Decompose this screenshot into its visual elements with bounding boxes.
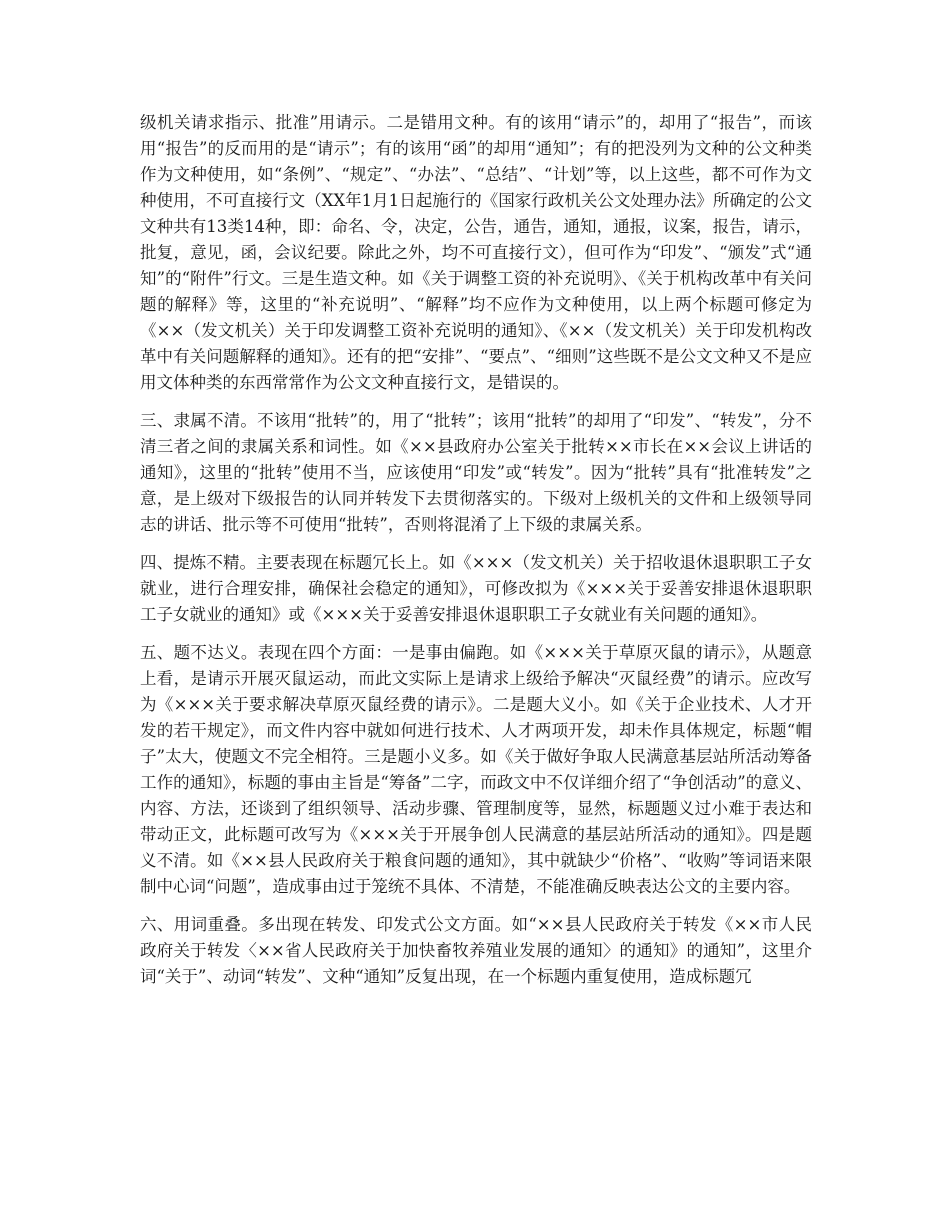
- paragraph-title-mismatch: 五、题不达义。表现在四个方面：一是事由偏跑。如《×××关于草原灭鼠的请示》，从题意上看，是请示开展灭鼠运动，而此文实际上是请求上级给予解决“灭鼠经费”的请示。应改写为《×××关于要求解决草原灭鼠经费的请示》。二是题大义小。如《关于企业技术、人才开发的若干规定》，而文件内容中就如何进行技术、人才两项开发，却未作具体规定，标题“帽子”太大，使题文不完全相符。三是题小义多。如《关于做好争取人民满意基层站所活动筹备工作的通知》，标题的事由主旨是“筹备”二字，而政文中不仅详细介绍了“争创活动”的意义、内容、方法，还谈到了组织领导、活动步骤、管理制度等，显然，标题题义过小难于表达和带动正文，此标题可改写为《×××关于开展争创人民满意的基层站所活动的通知》。四是题义不清。如《××县人民政府关于粮食问题的通知》，其中就缺少“价格”、“收购”等词语来限制中心词“问题”，造成事由过于笼统不具体、不清楚，不能准确反映表达公文的主要内容。: [140, 643, 812, 896]
- paragraph-unclear-affiliation: 三、隶属不清。不该用“批转”的，用了“批转”；该用“批转”的却用了“印发”、“转发”，分不清三者之间的隶属关系和词性。如《××县政府办公室关于批转××市长在××会议上讲话的通知》，这里的“批转”使用不当，应该使用“印发”或“转发”。因为“批转”具有“批准转发”之意，是上级对下级报告的认同并转发下去贯彻落实的。下级对上级机关的文件和上级领导同志的讲话、批示等不可使用“批转”，否则将混淆了上下级的隶属关系。: [140, 411, 812, 534]
- paragraph-document-types: 级机关请求指示、批准”用请示。二是错用文种。有的该用“请示”的，却用了“报告”，而该用“报告”的反而用的是“请示”；有的该用“函”的却用“通知”；有的把没列为文种的公文种类作为文种使用，如“条例”、“规定”、“办法”、“总结”、“计划”等，以上这些，都不可作为文种使用，不可直接行文（XX年1月1日起施行的《国家行政机关公文处理办法》所确定的公文文种共有13类14种，即：命名、令，决定，公告，通告，通知，通报，议案，报告，请示，批复，意见，函，会议纪要。除此之外，均不可直接行文），但可作为“印发”、“颁发”式“通知”的“附件”行文。三是生造文种。如《关于调整工资的补充说明》、《关于机构改革中有关问题的解释》等，这里的“补充说明”、“解释”均不应作为文种使用，以上两个标题可修定为《××（发文机关）关于印发调整工资补充说明的通知》、《××（发文机关）关于印发机构改革中有关问题解释的通知》。还有的把“安排”、“要点”、“细则”这些既不是公文文种又不是应用文体种类的东西常常作为公文文种直接行文，是错误的。: [140, 113, 812, 392]
- paragraph-word-repetition: 六、用词重叠。多出现在转发、印发式公文方面。如“××县人民政府关于转发《××市人民政府关于转发〈××省人民政府关于加快畜牧养殖业发展的通知〉的通知》的通知”，这里介词“关于”、动词“转发”、文种“通知”反复出现，在一个标题内重复使用，造成标题冗: [140, 915, 812, 986]
- paragraph-poor-refinement: 四、提炼不精。主要表现在标题冗长上。如《×××（发文机关）关于招收退休退职职工子女就业，进行合理安排，确保社会稳定的通知》，可修改拟为《×××关于妥善安排退休退职职工子女就业的通知》或《×××关于妥善安排退休退职职工子女就业有关问题的通知》。: [140, 553, 812, 624]
- document-page: [140, 110, 812, 1002]
